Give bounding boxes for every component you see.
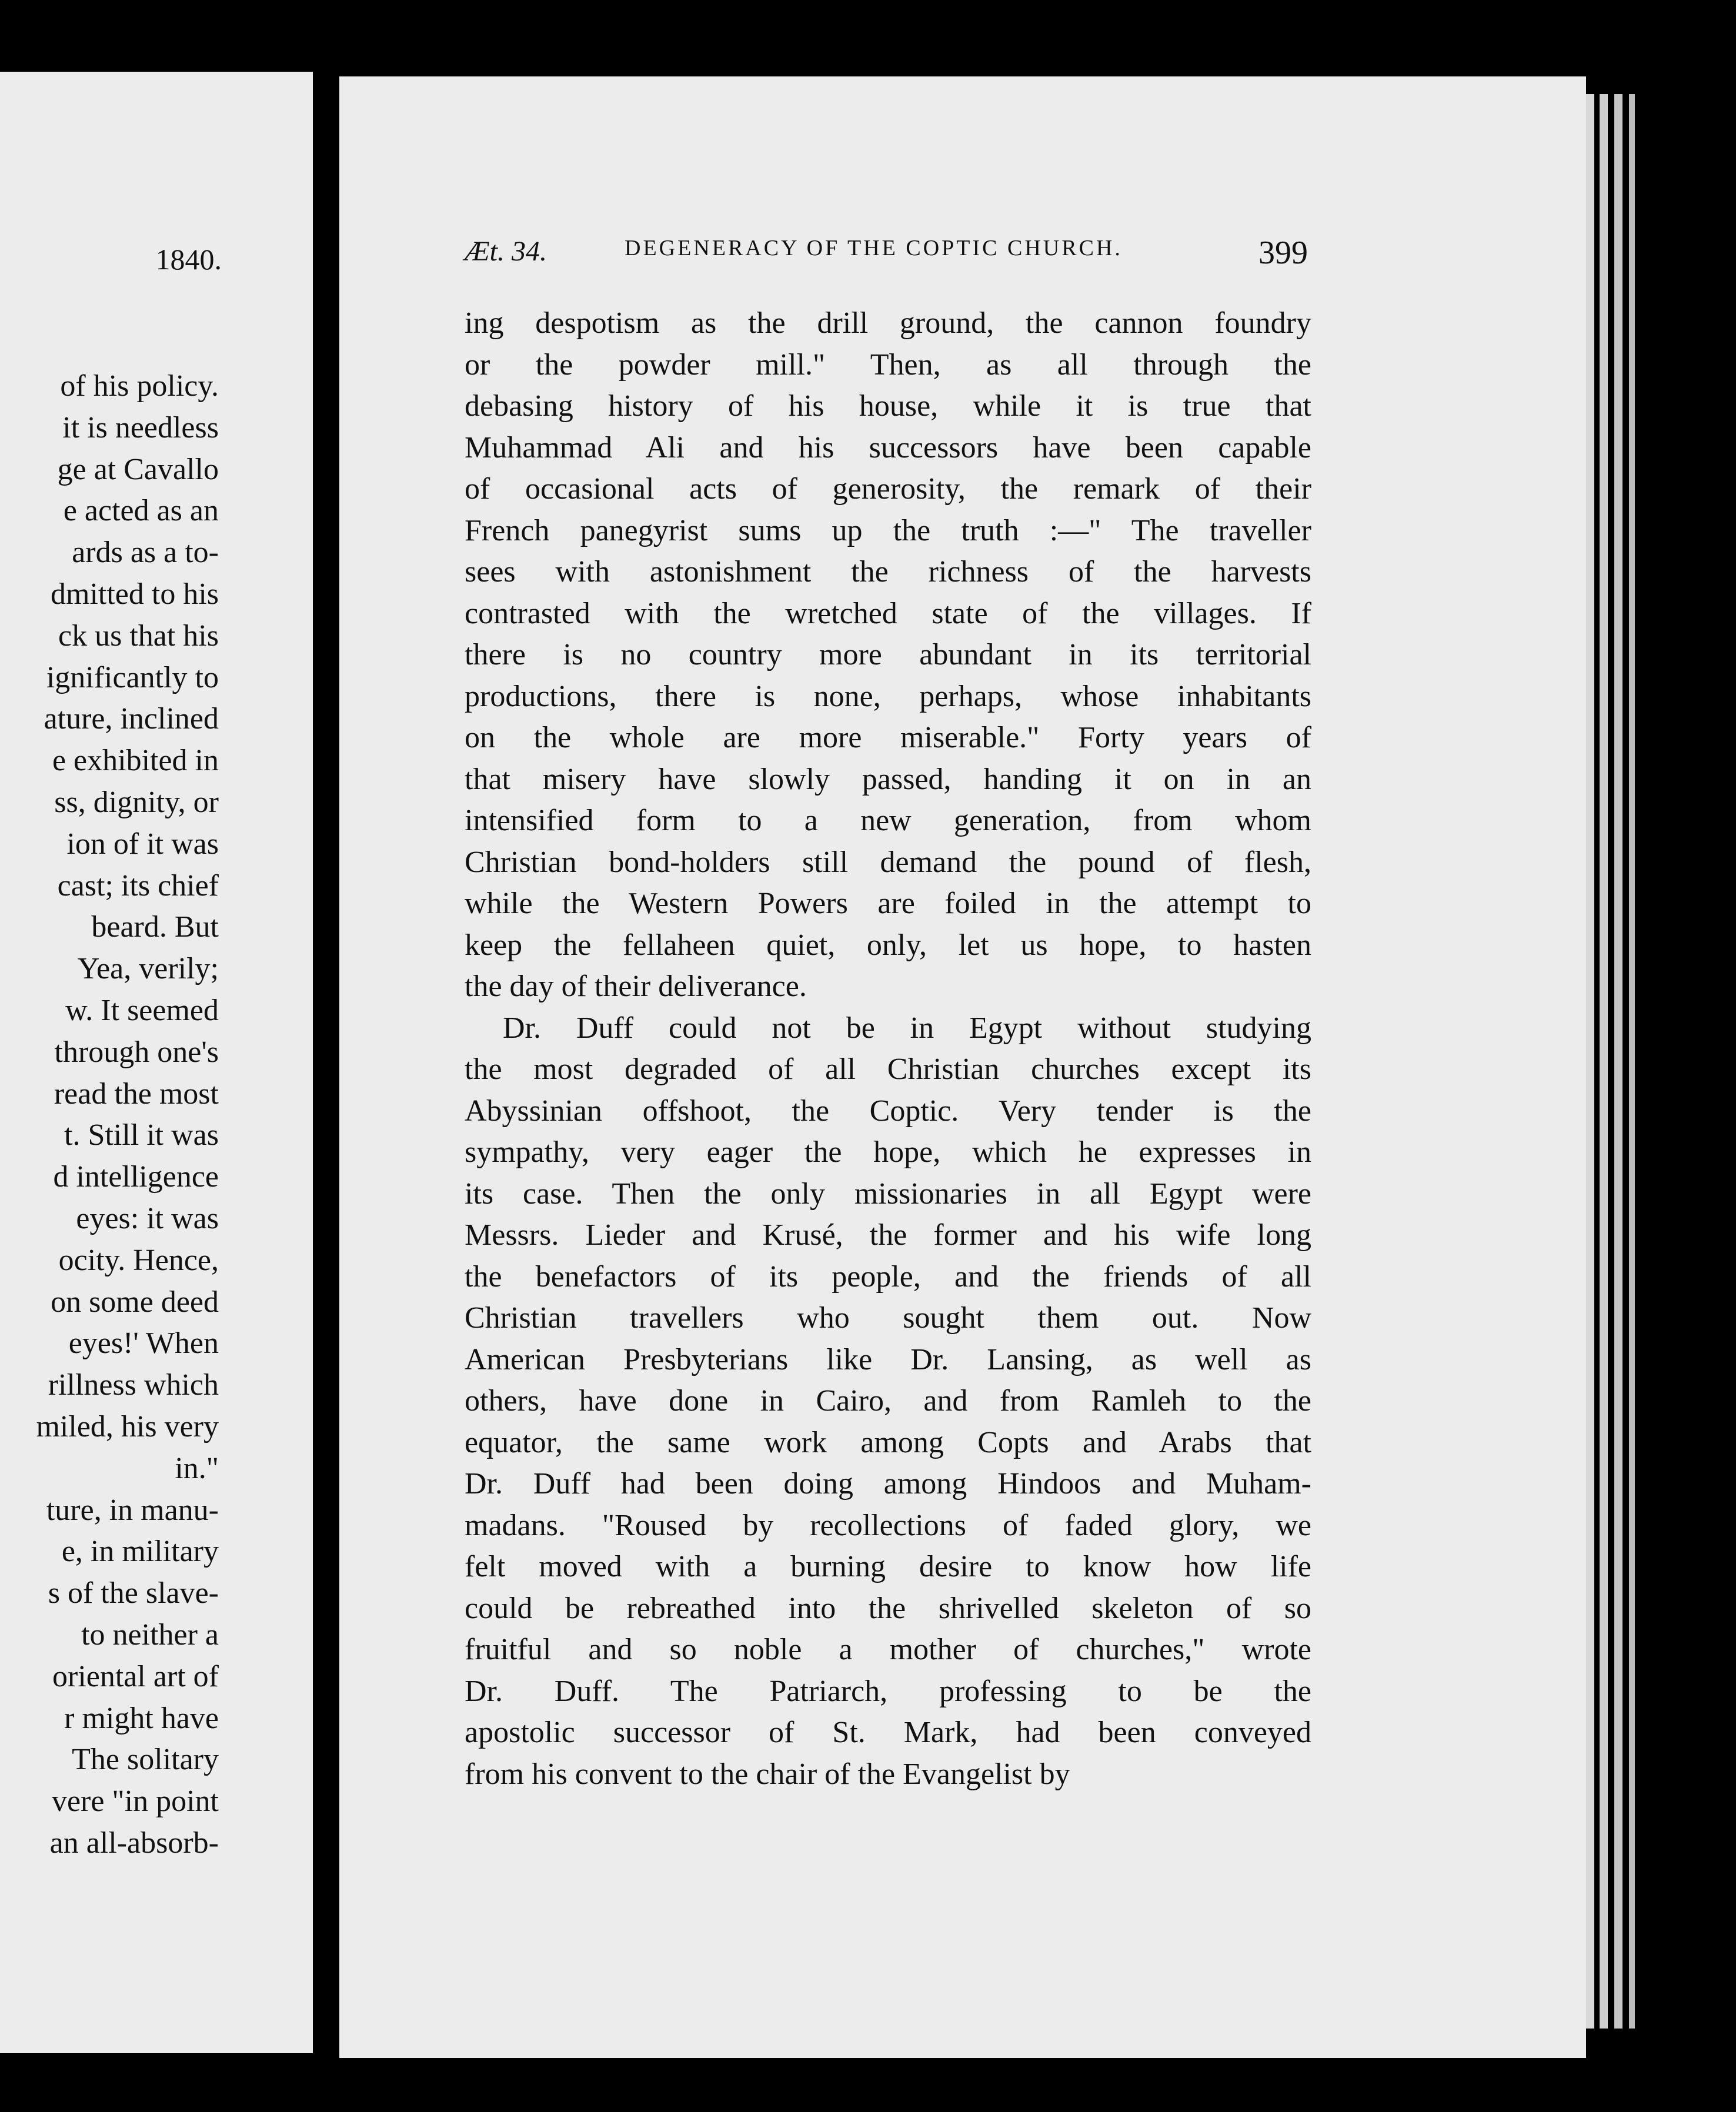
text-line: Muhammad Ali and his successors have been capable xyxy=(465,430,1311,464)
text-line: beard. But xyxy=(91,910,219,944)
text-line: fruitful and so noble a mother of churches," wrote xyxy=(465,1633,1311,1666)
text-line: The solitary xyxy=(72,1743,219,1777)
text-line: e exhibited in xyxy=(52,744,219,778)
text-line: ards as a to- xyxy=(72,536,219,570)
text-line: felt moved with a burning desire to know how life xyxy=(465,1550,1311,1583)
text-line: eyes!' When xyxy=(68,1326,219,1361)
text-line: ocity. Hence, xyxy=(58,1243,219,1277)
text-line: e, in military xyxy=(61,1535,219,1569)
text-line: Christian travellers who sought them out. Now xyxy=(465,1301,1311,1335)
running-head-left: Æt. 34. xyxy=(465,236,547,267)
text-line: ature, inclined xyxy=(44,702,219,736)
text-line: equator, the same work among Copts and Arabs that xyxy=(465,1425,1311,1459)
text-line: American Presbyterians like Dr. Lansing, as well as xyxy=(465,1342,1311,1376)
text-line: that misery have slowly passed, handing it on in an xyxy=(465,762,1311,796)
text-line: an all-absorb- xyxy=(49,1826,219,1860)
text-line: eyes: it was xyxy=(76,1202,219,1235)
text-line: keep the fellaheen quiet, only, let us hope, to hasten xyxy=(465,928,1311,962)
text-line: Christian bond-holders still demand the pound of flesh, xyxy=(465,845,1311,879)
page-edge xyxy=(1629,94,1635,2029)
text-line: ge at Cavallo xyxy=(57,452,219,486)
text-line: Dr. Duff had been doing among Hindoos and Muham- xyxy=(465,1467,1311,1501)
text-line: French panegyrist sums up the truth :—" The traveller xyxy=(465,513,1311,547)
book-gutter xyxy=(313,65,339,2064)
text-line: of his policy. xyxy=(60,369,219,403)
text-line: ss, dignity, or xyxy=(54,786,219,819)
text-line: sympathy, very eager the hope, which he expresses in xyxy=(465,1135,1311,1169)
text-line: ignificantly to xyxy=(46,660,219,694)
page-edge xyxy=(1600,94,1608,2029)
text-line: madans. "Roused by recollections of faded glory, we xyxy=(465,1508,1311,1542)
text-line: debasing history of his house, while it is true that xyxy=(465,389,1311,423)
text-line: w. It seemed xyxy=(65,994,219,1027)
text-line: of occasional acts of generosity, the remark of their xyxy=(465,472,1311,506)
text-line: on the whole are more miserable." Forty years of xyxy=(465,721,1311,754)
text-line: read the most xyxy=(54,1077,219,1111)
text-line: through one's xyxy=(54,1035,219,1069)
page-edge xyxy=(1614,94,1623,2029)
text-line: or the powder mill." Then, as all through the xyxy=(465,347,1311,382)
text-line: from his convent to the chair of the Evangelist by xyxy=(465,1757,1070,1791)
running-head-title: DEGENERACY OF THE COPTIC CHURCH. xyxy=(625,236,1123,260)
text-line: its case. Then the only missionaries in all Egypt were xyxy=(465,1177,1311,1211)
text-line: to neither a xyxy=(81,1618,219,1652)
left-running-head-year: 1840. xyxy=(155,243,222,276)
text-line: it is needless xyxy=(62,410,219,445)
text-line: Dr. Duff. The Patriarch, professing to be the xyxy=(465,1674,1311,1708)
text-line: could be rebreathed into the shrivelled skeleton of so xyxy=(465,1591,1311,1625)
text-line: the most degraded of all Christian churches except its xyxy=(465,1052,1311,1086)
text-line: Dr. Duff could not be in Egypt without studying xyxy=(503,1011,1311,1045)
text-line: ture, in manu- xyxy=(46,1493,219,1527)
text-line: Abyssinian offshoot, the Coptic. Very tender is the xyxy=(465,1094,1311,1128)
text-line: productions, there is none, perhaps, whose inhabitants xyxy=(465,679,1311,713)
page-number: 399 xyxy=(1258,235,1308,271)
text-line: sees with astonishment the richness of the harvests xyxy=(465,555,1311,589)
text-line: cast; its chief xyxy=(57,868,219,903)
text-line: Yea, verily; xyxy=(77,952,219,986)
text-line: on some deed xyxy=(51,1285,219,1319)
text-line: e acted as an xyxy=(63,494,219,528)
text-line: oriental art of xyxy=(52,1659,219,1693)
text-line: d intelligence xyxy=(53,1160,219,1194)
text-line: contrasted with the wretched state of the villages. If xyxy=(465,596,1311,630)
text-line: s of the slave- xyxy=(48,1576,219,1610)
text-line: ck us that his xyxy=(58,619,219,653)
text-line: apostolic successor of St. Mark, had been conveyed xyxy=(465,1716,1311,1749)
page-edge xyxy=(1586,94,1594,2029)
text-line: t. Still it was xyxy=(64,1118,219,1152)
text-line: there is no country more abundant in its territorial xyxy=(465,638,1311,671)
text-line: vere "in point xyxy=(51,1784,219,1819)
text-line: the benefactors of its people, and the friends of all xyxy=(465,1259,1311,1294)
left-page xyxy=(0,72,313,2053)
text-line: dmitted to his xyxy=(51,577,219,611)
text-line: in." xyxy=(175,1451,219,1485)
text-line: Messrs. Lieder and Krusé, the former and his wife long xyxy=(465,1218,1311,1252)
text-line: miled, his very xyxy=(36,1410,219,1443)
text-line: while the Western Powers are foiled in the attempt to xyxy=(465,887,1311,920)
text-line: the day of their deliverance. xyxy=(465,970,807,1003)
text-line: intensified form to a new generation, from whom xyxy=(465,804,1311,837)
text-line: ing despotism as the drill ground, the cannon foundry xyxy=(465,306,1311,340)
text-line: others, have done in Cairo, and from Ramleh to the xyxy=(465,1384,1311,1418)
text-line: ion of it was xyxy=(66,827,219,861)
text-line: rillness which xyxy=(48,1368,219,1402)
text-line: r might have xyxy=(64,1701,219,1735)
